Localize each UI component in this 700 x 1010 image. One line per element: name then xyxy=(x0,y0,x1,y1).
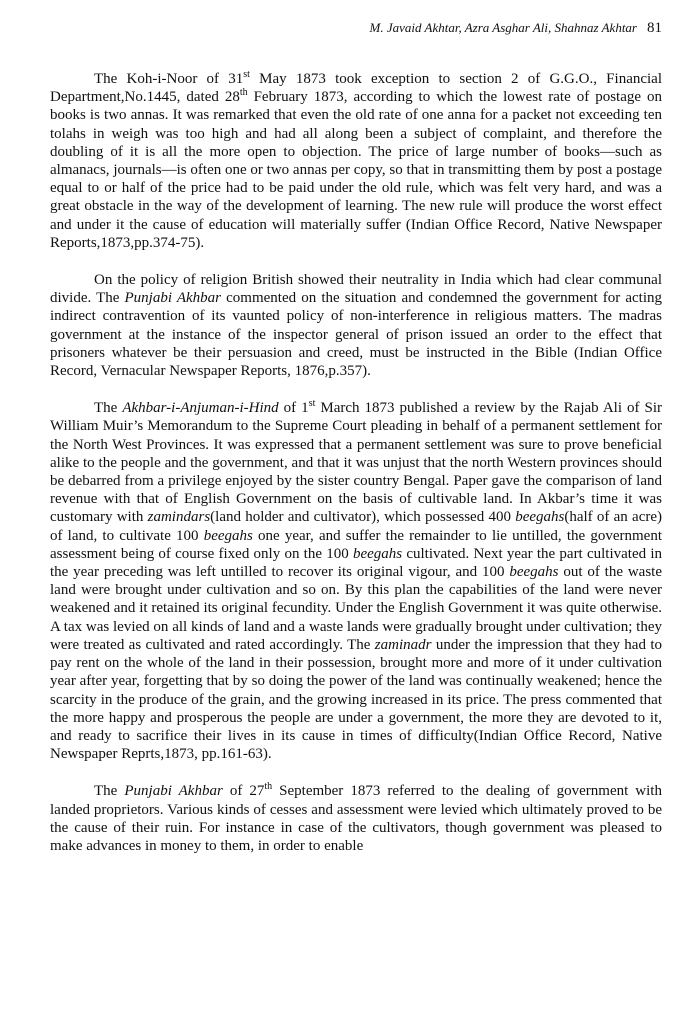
paragraph-anjuman-i-hind: The Akhbar-i-Anjuman-i-Hind of 1st March 1873 published a review by the Rajab Ali of Sir William Muir’s Memorandum to the Supreme Court pleading in behalf of a permanent settlement for the North West Provinces. It was expressed that a permanent settlement was sure to prove beneficial alike to the people and the government, and that it was unjust that the north Western provinces should be debarred from a privilege enjoyed by the sister country Bengal. Paper gave the comparison of land revenue with that of English Government on the basis of cultivable land. In Akbar’s time it was customary with zamindars(land holder and cultivator), which possessed 400 beegahs(half of an acre) of land, to cultivate 100 beegahs one year, and suffer the remainder to lie untilled, the government assessment being of course fixed only on the 100 beegahs cultivated. Next year the part cultivated in the year preceding was left untilled to recover its original vigour, and 100 beegahs out of the waste land were brought under cultivation and so on. By this plan the capabilities of the land were never weakened and it retained its original fecundity. Under the English Government it was quite otherwise. A tax was levied on all kinds of land and a waste lands were gradually brought under cultivation; they were treated as cultivated and rated accordingly. The zaminadr under the impression that they had to pay rent on the whole of the land in their possession, brought more and more of it under cultivation year after year, forgetting that by so doing the power of the land was continually weakened; hence the scarcity in the produce of the grain, and the growing increased in its price. The press commented that the more happy and prosperous the people are under a government, the more they are devoted to it, and ready to sacrifice their lives in its cause in times of difficulty(Indian Office Record, Native Newspaper Reprts,1873, pp.161-63). xyxy=(50,398,663,763)
term-italic: beegahs xyxy=(203,527,253,544)
running-header xyxy=(370,20,662,37)
page-number: 81 xyxy=(647,20,662,36)
term-italic: beegahs xyxy=(352,545,403,562)
paragraph-religion-policy: On the policy of religion British showed their neutrality in India which had clear communal divide. The Punjabi Akhbar commented on the situation and condemned the government for acting indirect contravention of its vaunted policy of non-interference in religious matters. The madras government at the instance of the inspector general of prison issued an order to the effect that prisoners whatever be their persuasion and creed, must be instructed in the Bible (Indian Office Record, Vernacular Newspaper Reports, 1876,p.357). xyxy=(50,272,662,380)
newspaper-title: Punjabi Akhbar xyxy=(124,290,222,307)
term-italic: zamindars xyxy=(147,509,211,526)
paragraph-koh-i-noor: The Koh-i-Noor of 31st May 1873 took exception to section 2 of G.G.O., Financial Department,No.1445, dated 28th February 1873, according to which the lowest rate of postage on books is two annas. It was remarked that even the old rate of one anna for a packet not exceeding ten tolahs in weigh was too high and had all along been a subject of complaint, and therefore the doubling of it is all the more open to objection. The price of large number of books—such as almanacs, journals—is often one or two annas per copy, so that in transmitting them by post a postage equal to or half of the price had to be paid under the old rule, which was felt very hard, and was a great obstacle in the way of the development of learning. The new rule will produce the worst effect and under it the cause of education will materially suffer (Indian Office Record, Native Newspaper Reports,1873,pp.374-75). xyxy=(50,69,663,251)
newspaper-title: Punjabi Akhbar xyxy=(124,783,223,800)
paragraph-punjabi-akhbar-september: The Punjabi Akhbar of 27th September 1873 referred to the dealing of government with landed proprietors. Various kinds of cesses and assessment were levied which ultimately proved to be the cause of their ruin. For instance in case of the cultivators, though government was pleased to make advances in money to them, in order to enable xyxy=(50,781,662,854)
article-body xyxy=(50,70,662,855)
term-italic: zaminadr xyxy=(374,636,432,653)
header-authors: M. Javaid Akhtar, Azra Asghar Ali, Shahnaz Akhtar xyxy=(369,20,637,35)
term-italic: beegahs xyxy=(509,564,559,581)
term-italic: beegahs xyxy=(515,509,565,526)
newspaper-title: Akhbar-i-Anjuman-i-Hind xyxy=(122,400,279,417)
